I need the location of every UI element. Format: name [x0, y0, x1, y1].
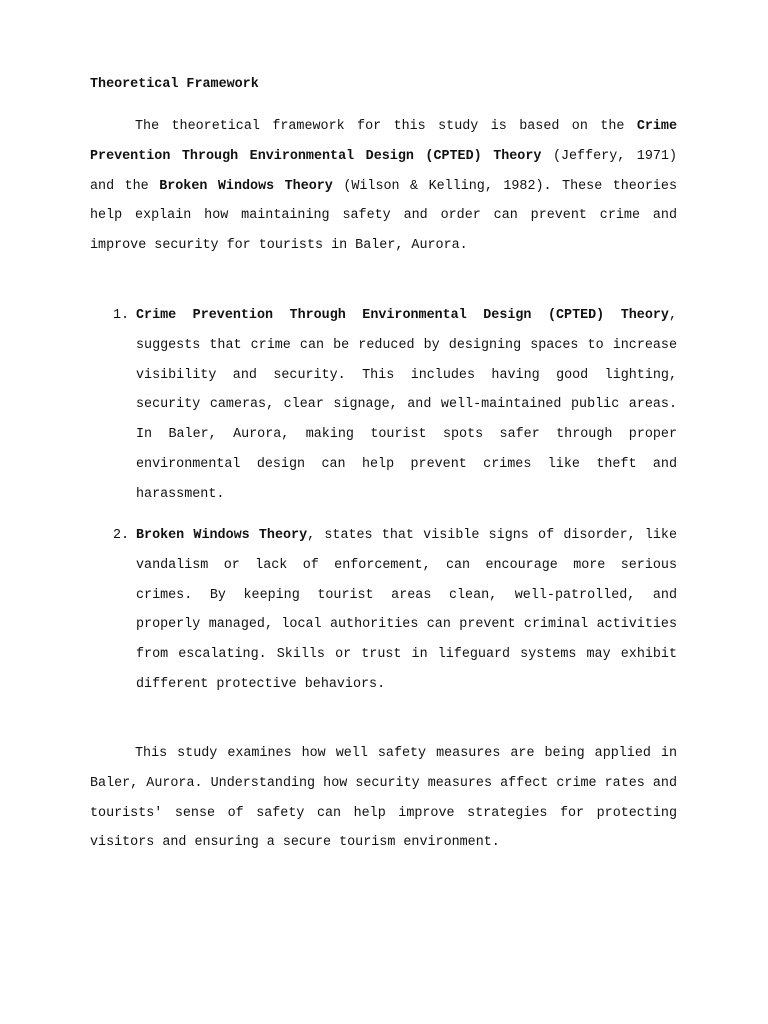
list-item-text: , states that visible signs of disorder, like vandalism or lack of enforcement, can encourage more serious crimes. By keeping tourist areas clean, well-patrolled, and properly managed, local authorities can prevent criminal activities from escalating. Skills or trust in lifeguard systems may exhibit different protective behaviors. — [136, 528, 678, 692]
list-marker: 1. — [113, 308, 130, 323]
section-heading: Theoretical Framework — [90, 77, 259, 92]
intro-text-3: (Wilson & Kelling, 1982). These theories help explain how maintaining safety and order can prevent crime and improve security for tourists in Baler, Aurora. — [90, 178, 677, 254]
intro-paragraph — [90, 112, 677, 261]
intro-text-2: (Jeffery, 1971) and the — [90, 148, 677, 194]
intro-bold-broken-windows: Broken Windows Theory — [159, 178, 333, 194]
intro-bold-cpted: Crime Prevention Through Environmental Design (CPTED) Theory — [90, 119, 677, 164]
list-item-text: , suggests that crime can be reduced by designing spaces to increase visibility and security. This includes having good lighting, security cameras, clear signage, and well-maintained public areas. In Baler, Aurora, making tourist spots safer through proper environmental design can help prevent crimes like theft and harassment. — [136, 308, 677, 502]
list-item-title: Broken Windows Theory — [136, 528, 308, 543]
list-item-broken-windows — [113, 521, 678, 700]
list-marker: 2. — [113, 528, 130, 543]
conclusion-paragraph: This study examines how well safety measures are being applied in Baler, Aurora. Understanding how security measures affect crime rates and tourists' sense of safety can help improve strategies for protecting visitors and ensuring a secure tourism environment. — [90, 746, 677, 851]
list-item-title: Crime Prevention Through Environmental Design (CPTED) Theory — [136, 308, 669, 323]
intro-text-1: The theoretical framework for this study is based on the — [135, 119, 637, 134]
list-item-cpted — [113, 301, 677, 510]
